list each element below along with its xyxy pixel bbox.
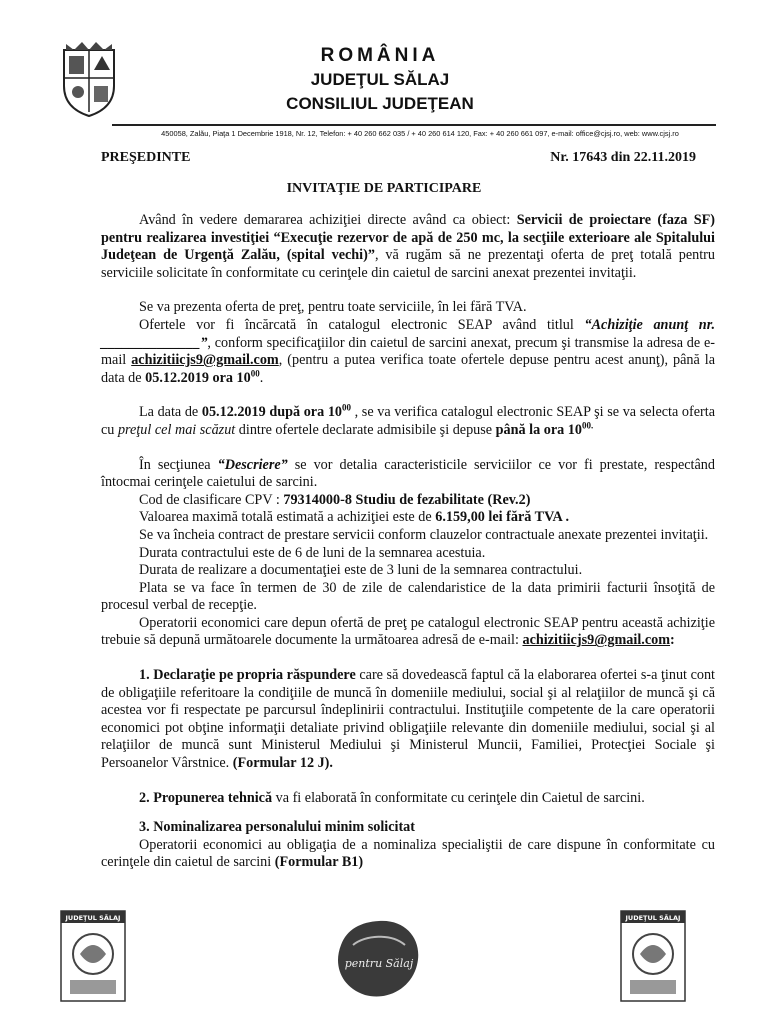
cpv-code: 79314000-8 Studiu de fezabilitate (Rev.2) <box>283 491 531 508</box>
letterhead-country: ROMÂNIA <box>320 45 440 66</box>
evaluation-hour: până la ora 10 <box>495 421 582 438</box>
value-amount: 6.159,00 lei fără TVA . <box>435 509 570 526</box>
offer-title-quote: “Achiziţie anunţ nr. ______________” <box>101 316 715 351</box>
description-section-name: “Descriere” <box>217 456 288 473</box>
offer-text: Ofertele vor fi încărcată în catalogul electronic SEAP având titlul <box>139 316 585 333</box>
offer-text-3: , (pentru a putea verifica toate ofertele depuse pentru acest anunţ), până la data de <box>101 352 715 386</box>
item-personnel-body: Operatorii economici au obligaţia de a nominaliza specialiştii de care dispune în conformitate cu cerinţele din caietul de sarcini <box>101 836 715 871</box>
item-declaration-form: (Formular 12 J). <box>232 755 333 772</box>
offer-deadline: 05.12.2019 ora 10 <box>145 369 251 386</box>
payment-paragraph: Plata se va face în termen de 30 de zile de calendaristice de la data primirii facturii însoţită de procesul verbal de recepţie. <box>101 579 715 614</box>
evaluation-paragraph <box>101 404 715 439</box>
operators-colon: : <box>670 632 675 649</box>
item-personnel-form: (Formular B1) <box>274 854 364 871</box>
evaluation-date-sup: 00 <box>342 402 352 413</box>
item-declaration-heading: 1. Declaraţie pe propria răspundere <box>139 667 356 684</box>
document-body <box>101 212 715 872</box>
letterhead <box>230 44 530 116</box>
intro-object: Servicii de proiectare (faza SF) pentru realizarea investiţiei “Execuţie rezervor de apă de 250 mc, la secţiile exterioare ale Spitalului Judeţean de Urgenţă Zalău, (spital vechi)” <box>101 212 715 264</box>
offer-end: . <box>259 369 264 386</box>
sender-label: PREŞEDINTE <box>101 150 191 165</box>
item-personnel-heading <box>101 819 715 837</box>
description-text-2: se vor detalia caracteristicile serviciilor ce vor fi prestate, respectând întocmai cerinţele caietului de sarcini. <box>101 456 715 491</box>
logo-right-text: JUDEŢUL SĂLAJ <box>625 914 681 922</box>
logo-left-text: JUDEŢUL SĂLAJ <box>65 914 121 922</box>
cpv-paragraph <box>101 492 715 510</box>
item-technical <box>101 790 715 808</box>
offer-upload-paragraph <box>101 317 715 387</box>
evaluation-criterion: preţul cel mai scăzut <box>117 421 236 438</box>
item-declaration <box>101 667 715 773</box>
description-text: În secţiunea <box>139 456 218 473</box>
county-certification-logo-right-icon <box>620 910 686 1002</box>
value-paragraph <box>101 509 715 527</box>
operators-email-link[interactable]: achizitiicjs9@gmail.com <box>522 632 671 649</box>
description-paragraph <box>101 457 715 492</box>
item-personnel-title: 3. Nominalizarea personalului minim solicitat <box>139 819 415 836</box>
item-personnel-text <box>101 837 715 872</box>
coat-of-arms-icon <box>58 40 120 118</box>
letterhead-county: JUDEŢUL SĂLAJ <box>310 70 450 89</box>
offer-deadline-sup: 00 <box>250 368 260 379</box>
item-declaration-text: care să dovedească faptul că la elaborarea ofertei s-a ţinut cont de obligaţiile referitoare la condiţiile de muncă în domeniile mediului, social şi al relaţiilor de muncă şi că acestea vor fi respectate pe parcursul îndeplinirii contractului. Instituţiile competente de la care operatorii economici pot obţine informaţii detaliate privind obligaţiile relevante din domeniile mediului, social şi al relaţiilor de muncă sunt Ministerul Mediului şi Ministerul Muncii, Familiei, Protecţiei Sociale şi Persoanelor Vârstnice. <box>101 667 716 772</box>
logo-center-text: pentru Sălaj <box>344 957 414 970</box>
realization-paragraph: Durata de realizare a documentaţiei este de 3 luni de la semnarea contractului. <box>139 562 583 579</box>
letterhead-council: CONSILIUL JUDEŢEAN <box>286 94 474 113</box>
operators-text: Operatorii economici care depun ofertă de preţ pe catalogul electronic SEAP pentru această achiziţie trebuie să depună următoarele documente la următoarea adresă de e-mail: <box>101 614 715 649</box>
item-technical-heading: 2. Propunerea tehnică <box>139 789 273 806</box>
duration-paragraph: Durata contractului este de 6 de luni de la semnarea acestuia. <box>139 544 486 561</box>
evaluation-text-3: dintre ofertele declarate admisibile şi depuse <box>235 421 496 438</box>
operators-paragraph <box>101 615 715 650</box>
value-label: Valoarea maximă totală estimată a achiziţiei este de <box>139 509 436 526</box>
evaluation-date: 05.12.2019 după ora 10 <box>201 404 343 421</box>
intro-text-end: , vă rugăm să ne prezentaţi oferta de preţ totală pentru serviciile solicitate în conformitate cu cerinţele din caietul de sarcini anexat prezentei invitaţii. <box>101 247 715 281</box>
offer-email-link[interactable]: achizitiicjs9@gmail.com <box>131 352 279 369</box>
cpv-label: Cod de clasificare CPV : <box>139 491 284 508</box>
offer-text-2: , conform specificaţiilor din caietul de sarcini anexat, precum şi transmise la adresa de e-mail <box>101 334 715 369</box>
evaluation-text-2: , se va verifica catalogul electronic SEAP şi se va selecta oferta cu <box>101 404 716 438</box>
evaluation-hour-sup: 00. <box>581 420 594 431</box>
item-technical-text: va fi elaborată în conformitate cu cerinţele din Caietul de sarcini. <box>272 789 645 806</box>
intro-text: Având în vedere demararea achiziţiei directe având ca obiect: <box>139 212 517 228</box>
header-divider <box>112 124 716 126</box>
document-title: INVITAŢIE DE PARTICIPARE <box>286 181 482 196</box>
evaluation-text: La data de <box>139 404 202 421</box>
contract-paragraph: Se va încheia contract de prestare servicii conform clauzelor contractuale anexate prezentei invitaţii. <box>139 526 709 543</box>
county-certification-logo-icon <box>60 910 126 1002</box>
pentru-salaj-logo-icon <box>331 915 427 1003</box>
contact-line: 450058, Zalău, Piaţa 1 Decembrie 1918, Nr. 12, Telefon: + 40 260 662 035 / + 40 260 614 120, Fax: + 40 260 661 097, e-mail: office@cjsj.ro, web: www.cjsj.ro <box>161 129 679 138</box>
offer-price-paragraph: Se va prezenta oferta de preţ, pentru toate serviciile, în lei fără TVA. <box>139 299 527 316</box>
document-number: Nr. 17643 din 22.11.2019 <box>550 150 696 165</box>
intro-paragraph <box>101 212 715 282</box>
